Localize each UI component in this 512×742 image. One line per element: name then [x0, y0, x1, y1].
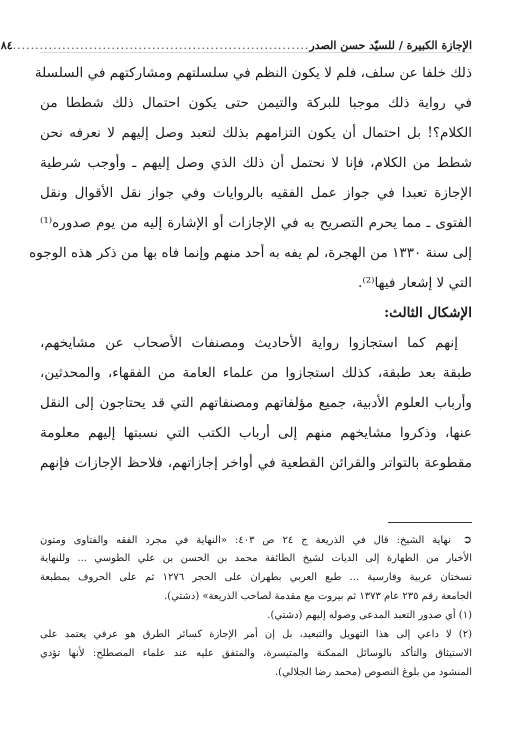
- header-dots: ..................................................................: [12, 39, 310, 52]
- footnote-marker-icon: ➲: [462, 533, 473, 546]
- header-title: الإجازة الكبيرة / للسيّد حسن الصدر: [309, 39, 472, 52]
- text-line: الكلام؟! بل احتمال أن يكون التزامهم بذلك لتعبد وصل إليهم لا نعرفه نحن: [40, 125, 472, 141]
- text-line: التي لا إشعار فيها⁽²⁾.: [358, 275, 472, 291]
- text-line: شطط من الكلام، فإنا لا نحتمل أن ذلك الذي وصل إليهم ـ وأوجب شرطية: [40, 155, 472, 171]
- main-text: [29, 58, 472, 478]
- text-line: الإجازة تعبدا في جواز عمل الفقيه بالروايات وفي جواز نقل الأقوال ونقل: [40, 185, 472, 201]
- footnote-line: المنشود من بلوغ النصوص (محمد رضا الجلالي).: [274, 667, 472, 678]
- footnote-line: (٢) لا داعي إلى هذا التهويل والتبعيد، بل إن أمر الإجازة كسائر الطرق هو عرفي يعتمد على: [40, 629, 472, 640]
- footnote-line: الاستيثاق والتأكد بالوسائل الممكنة والمتيسرة، والمتفق عليه عند علماء المصطلح: لأنها تؤدي: [40, 648, 472, 659]
- footnote-line: الجامعة رقم ٢٣٥ عام ١٣٧٣ ثم بيروت مع مقدمة لصاحب الذريعة» (دشتي).: [164, 591, 472, 602]
- running-header: [0, 30, 472, 53]
- text-line: عنها، وذكروا مشايخهم منهم إلى أرباب الكتب التي نسبتها إليهم معلومة: [40, 425, 472, 441]
- footnote-line: الأخبار من الطهارة إلى الديات لشيخ الطائفة محمد بن الحسن بن علي الطوسي ... وللنهاية: [40, 553, 472, 564]
- text-line: إلى سنة ١٣٣٠ من الهجرة، لم يفه به أحد منهم وإنما فاه بها من ذكر هذه الوجوه: [29, 245, 472, 261]
- text-line: الفتوى ـ مما يحرم التصريح به في الإجازات أو الإشارة إليه من يوم صدوره⁽¹⁾: [40, 215, 472, 231]
- footnote-line: نهاية الشيخ: قال في الذريعة ج ٢٤ ص ٤٠٣: «النهاية في مجرد الفقه والفتاوى ومتون: [40, 535, 451, 546]
- footnote-separator: [388, 522, 472, 523]
- section-heading: الإشكال الثالث:: [384, 305, 472, 321]
- text-line: مقطوعة بالتواتر والقرائن القطعية في أواخر إجازاتهم، فلاحظ الإجازات فإنهم: [40, 455, 472, 471]
- text-line: طبقة بعد طبقة، كذلك استجازوا من علماء العامة من الفقهاء، والمحدثين،: [40, 365, 472, 381]
- footnote-line: (١) أي صدور التعبد المدعى وصوله إليهم (دشتي).: [267, 610, 472, 621]
- page-number: ٨٤: [0, 39, 13, 52]
- footnotes: [40, 530, 472, 682]
- text-line: ذلك خلفا عن سلف، فلم لا يكون النظم في سلسلتهم ومشاركتهم في السلسلة: [34, 65, 472, 81]
- text-line: إنهم كما استجازوا رواية الأحاديث ومصنفات الأصحاب عن مشايخهم،: [40, 335, 458, 351]
- text-line: وأرباب العلوم الأدبية، جميع مؤلفاتهم ومصنفاتهم التي قد يحتاجون إلى النقل: [40, 395, 472, 411]
- footnote-line: نسختان عربية وفارسية ... طبع العربي بطهران على الحجر ١٢٧٦ ثم على الحروف بمطبعة: [40, 572, 472, 583]
- text-line: في رواية ذلك موجبا للبركة والتيمن حتى يكون احتمال ذلك شططا من: [40, 95, 472, 111]
